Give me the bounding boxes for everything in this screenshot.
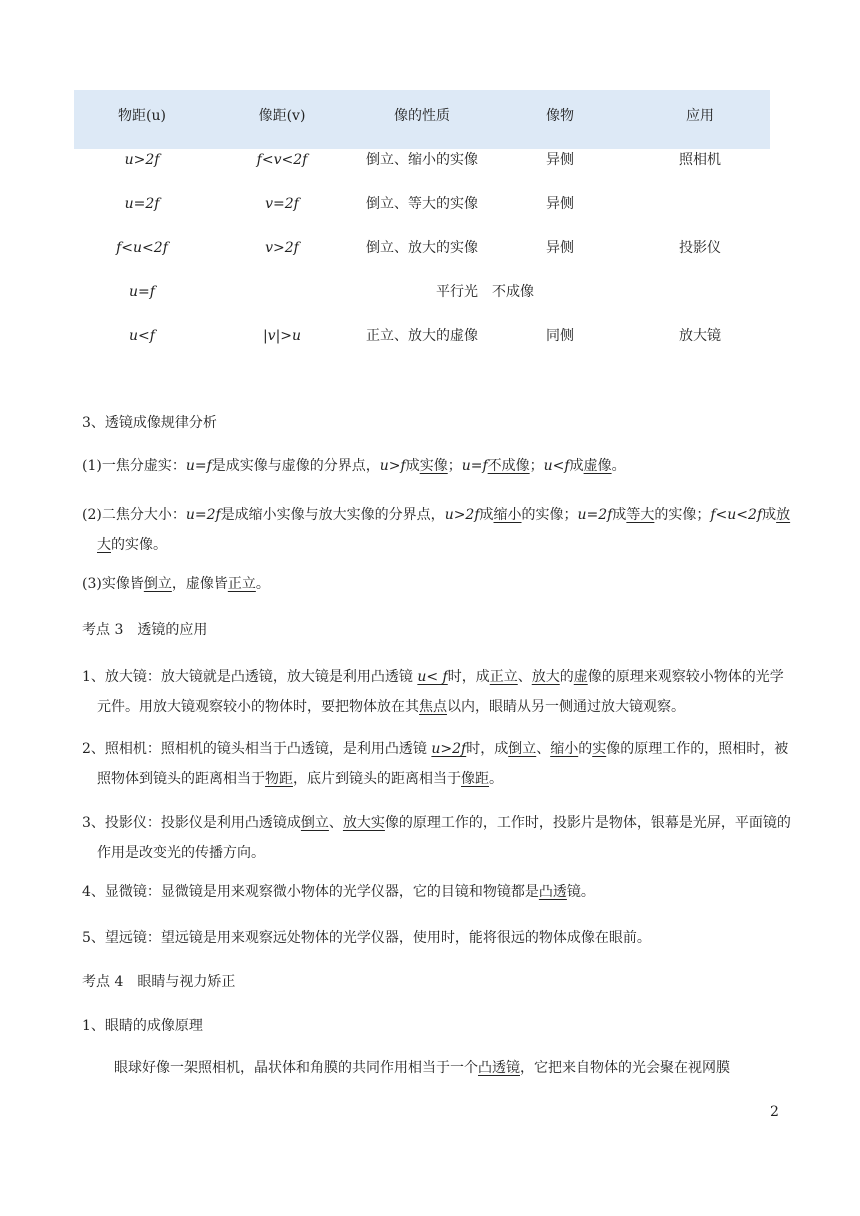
paragraph-eye-camera (82, 1058, 782, 1078)
item-magnifier (82, 662, 797, 722)
cell-application: 照相机 (679, 152, 721, 168)
cell-v: v>2f (265, 240, 299, 256)
text: 成 (762, 507, 777, 523)
cell-side: 同侧 (546, 328, 574, 344)
underlined-answer: 虚像 (583, 458, 612, 474)
formula: u>2f (444, 507, 480, 523)
section-title-lens-applications: 考点 3 透镜的应用 (82, 622, 208, 638)
header-object-distance: 物距(u) (118, 108, 166, 124)
text: 的实像。 (111, 537, 167, 553)
cell-application: 投影仪 (679, 240, 721, 256)
item-camera (82, 734, 797, 794)
underlined-answer: 实 (592, 741, 607, 757)
cell-v: |v|>u (262, 328, 302, 344)
text: 4、显微镜：显微镜是用来观察微小物体的光学仪器，它的目镜和物镜都是 (82, 884, 539, 900)
header-image-nature: 像的性质 (394, 108, 450, 124)
text: 像的原理工作的，照相时，被照物体到镜头的距离相当于 (97, 741, 789, 787)
text: 、 (536, 741, 551, 757)
text: 像的原理工作的，工作时，投影片是物体，银幕是光屏，平面镜的作用是改变光的传播方向。 (97, 815, 791, 861)
underlined-answer: 等大 (626, 507, 655, 523)
text: 时，成 (466, 741, 509, 757)
underlined-answer: 虚 (573, 669, 588, 685)
text: (2)二焦分大小： (82, 507, 186, 523)
text: 的实像； (521, 507, 578, 523)
cell-nature: 倒立、等大的实像 (366, 196, 478, 212)
text: 眼球好像一架照相机，晶状体和角膜的共同作用相当于一个 (114, 1060, 478, 1076)
formula: u>2f (431, 741, 467, 757)
text: 2、照相机：照相机的镜头相当于凸透镜，是利用凸透镜 (82, 741, 432, 757)
text: 成 (612, 507, 627, 523)
text: 是成实像与虚像的分界点， (211, 458, 380, 474)
table-row (74, 193, 770, 237)
text: ，它把来自物体的光会聚在视网膜 (520, 1060, 730, 1076)
text: 像的原理来观察较小物体的光学元件。用放大镜观察较小的物体时，要把物体放在其 (97, 669, 784, 715)
cell-v: f<v<2f (256, 152, 308, 168)
underlined-answer: 放大实 (342, 815, 385, 831)
text: 。 (489, 771, 503, 787)
cell-u: f<u<2f (116, 240, 168, 256)
cell-application: 放大镜 (679, 328, 721, 344)
lens-imaging-table (74, 90, 770, 369)
text: 成 (405, 458, 420, 474)
underlined-answer: 凸透 (538, 884, 567, 900)
rule-real-inverted (82, 574, 782, 594)
subsection-title-eye-imaging: 1、眼睛的成像原理 (82, 1018, 203, 1034)
underlined-answer: 正立 (227, 576, 256, 592)
underlined-answer: 放大 (531, 669, 560, 685)
text: (3)实像皆 (82, 576, 144, 592)
text: 。 (255, 576, 270, 592)
text: 5、望远镜：望远镜是用来观察远处物体的光学仪器，使用时，能将很远的物体成像在眼前。 (82, 930, 651, 946)
underlined-answer: 缩小 (493, 507, 522, 523)
table-row-focal (74, 281, 770, 325)
underlined-answer: 倒立 (300, 815, 329, 831)
section-title-imaging-analysis: 3、透镜成像规律分析 (82, 415, 217, 431)
rule-focus-real-virtual (82, 456, 782, 476)
cell-v: v=2f (265, 196, 299, 212)
underlined-answer: 像距 (461, 771, 489, 787)
underlined-answer: 不成像 (487, 458, 530, 474)
item-projector (82, 808, 797, 868)
formula: u=2f (185, 507, 221, 523)
text: 的实像； (654, 507, 711, 523)
text: (1)一焦分虚实： (82, 458, 186, 474)
formula: u<f (543, 458, 570, 474)
text: 镜。 (566, 884, 595, 900)
table-row (74, 237, 770, 281)
formula: u=2f (577, 507, 613, 523)
table-header-row (74, 90, 770, 149)
text: 的 (559, 669, 574, 685)
text: 3、投影仪：投影仪是利用凸透镜成 (82, 815, 301, 831)
cell-nature: 倒立、缩小的实像 (366, 152, 478, 168)
text: 的 (578, 741, 593, 757)
header-image-side: 像物 (546, 108, 574, 124)
text: ，底片到镜头的距离相当于 (293, 771, 461, 787)
underlined-answer: 凸透镜 (478, 1060, 520, 1076)
text: ，虚像皆 (171, 576, 228, 592)
header-image-distance: 像距(v) (258, 108, 306, 124)
underlined-answer: 焦点 (419, 699, 447, 715)
text: 。 (611, 458, 626, 474)
underlined-answer: 倒立 (508, 741, 537, 757)
cell-side: 异侧 (546, 240, 574, 256)
formula: u>f (379, 458, 406, 474)
formula: f<u<2f (710, 507, 763, 523)
underlined-answer: 实像 (419, 458, 448, 474)
underlined-answer: 倒立 (143, 576, 172, 592)
formula: u=f (185, 458, 212, 474)
text: 成 (569, 458, 584, 474)
cell-focal-note: 平行光 不成像 (436, 284, 534, 300)
text: 以内，眼睛从另一侧通过放大镜观察。 (447, 699, 685, 715)
cell-u: u>2f (124, 152, 160, 168)
formula: u=f (461, 458, 488, 474)
text: 成 (479, 507, 494, 523)
underlined-answer: 正立 (489, 669, 518, 685)
cell-application (630, 193, 770, 195)
text: ； (529, 458, 544, 474)
text: 、 (517, 669, 532, 685)
item-microscope (82, 882, 782, 902)
text: ； (447, 458, 462, 474)
table-row (74, 325, 770, 369)
text: 是成缩小实像与放大实像的分界点， (220, 507, 445, 523)
cell-u: u=f (129, 284, 155, 300)
table-row (74, 149, 770, 193)
cell-side: 异侧 (546, 196, 574, 212)
underlined-answer: 缩小 (550, 741, 579, 757)
header-application: 应用 (686, 108, 714, 124)
cell-side: 异侧 (546, 152, 574, 168)
cell-u: u<f (129, 328, 155, 344)
page-number: 2 (770, 1104, 779, 1120)
formula: u< f (417, 669, 448, 685)
item-telescope (82, 928, 782, 948)
section-title-eye-vision: 考点 4 眼睛与视力矫正 (82, 974, 236, 990)
text: 、 (328, 815, 343, 831)
rule-double-focus-size (82, 500, 797, 560)
text: 时，成 (447, 669, 490, 685)
underlined-answer: 物距 (265, 771, 293, 787)
text: 1、放大镜：放大镜就是凸透镜，放大镜是利用凸透镜 (82, 669, 418, 685)
cell-nature: 正立、放大的虚像 (366, 328, 478, 344)
underlined-answer: 放大 (97, 507, 791, 553)
cell-u: u=2f (124, 196, 160, 212)
cell-nature: 倒立、放大的实像 (366, 240, 478, 256)
